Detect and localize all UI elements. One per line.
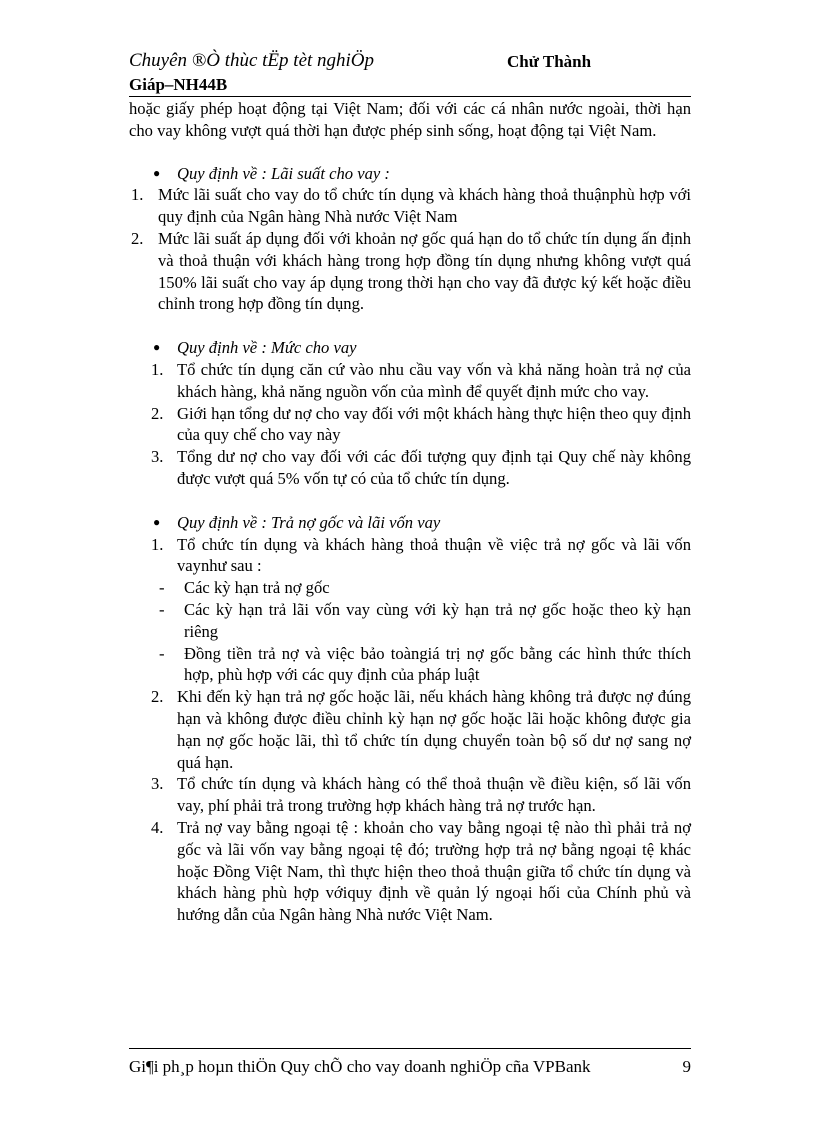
item-text: Tổng dư nợ cho vay đối với các đối tượng quy định tại Quy chế này không được vượt quá 5% vốn tự có của tổ chức tín dụng. [177,447,691,488]
numbered-item [129,686,691,773]
dash-item [129,577,691,599]
numbered-item [129,184,691,228]
numbered-item [129,773,691,817]
intro-paragraph: hoặc giấy phép hoạt động tại Việt Nam; đối với các cá nhân nước ngoài, thời hạn cho vay không vượt quá thời hạn được phép sinh sống, hoạt động tại Việt Nam. [129,99,691,140]
section-heading [129,163,691,185]
item-text: Mức lãi suất cho vay do tổ chức tín dụng và khách hàng thoả thuậnphù hợp với quy định của Ngân hàng Nhà nước Việt Nam [158,185,691,227]
numbered-item [129,817,691,926]
item-number: 1. [151,534,164,554]
item-number: 2. [151,403,164,423]
item-number: 3. [151,447,164,467]
item-text: Trả nợ vay bằng ngoại tệ : khoản cho vay bằng ngoại tệ nào thì phải trả nợ gốc và lãi vốn vay bằng ngoại tệ đó; trường hợp trả nợ bằng ngoại tệ khác hoặc Đồng Việt Nam, thì thực hiện theo thoả thuận giữa tổ chức tín dụng và khách hàng phù hợp vớiquy định về quản lý ngoại hối của Chính phủ và hướng dẫn của Ngân hàng Nhà nước Việt Nam. [177,817,691,925]
item-number: 4. [151,817,164,837]
item-number: 1. [151,359,164,379]
numbered-item [129,534,691,578]
item-number: 1. [131,185,144,205]
section-heading-text: Quy định về : Lãi suất cho vay : [177,163,390,183]
section-interest-rate [129,163,691,316]
bullet-icon: ● [153,340,161,355]
dash-item [129,599,691,643]
section-heading [129,512,691,534]
dash-item [129,643,691,687]
numbered-item [129,228,691,315]
footer-title: Gi¶i ph¸p hoµn thiÖn Quy chÕ cho vay doanh nghiÖp cña VPBank [129,1057,591,1076]
bullet-icon: ● [153,514,161,529]
section-repayment [129,512,691,926]
dash-item-text: Các kỳ hạn trả lãi vốn vay cùng với kỳ hạn trả nợ gốc hoặc theo kỳ hạn riêng [184,599,691,641]
page-header [129,50,691,97]
dash-marker: - [159,578,165,598]
section-heading [129,337,691,359]
numbered-item [129,446,691,490]
header-title: Chuyên ®Ò thùc tËp tèt nghiÖp [129,50,375,71]
dash-marker: - [159,599,165,619]
page-footer [129,1048,691,1076]
page-content [129,98,691,926]
section-loan-amount [129,337,691,490]
bullet-icon: ● [153,165,161,180]
dash-item-text: Các kỳ hạn trả nợ gốc [184,578,330,598]
item-text: Khi đến kỳ hạn trả nợ gốc hoặc lãi, nếu khách hàng không trả được nợ đúng hạn và không được điều chỉnh kỳ hạn nợ gốc hoặc lãi hoặc không được gia hạn nợ gốc hoặc lãi, thì tổ chức tín dụng chuyển toàn bộ số dư nợ sang nợ quá hạn. [177,687,691,772]
header-author: Chử Thành [507,52,592,71]
numbered-item [129,403,691,447]
dash-item-text: Đồng tiền trả nợ và việc bảo toàngiá trị nợ gốc bằng các hình thức thích hợp, phù hợp với các quy định của pháp luật [184,643,691,685]
item-text: Tổ chức tín dụng và khách hàng thoả thuận về việc trả nợ gốc và lãi vốn vaynhư sau : [177,534,691,576]
item-text: Giới hạn tổng dư nợ cho vay đối với một khách hàng thực hiện theo quy định của quy chế cho vay này [177,403,691,445]
section-heading-text: Quy định về : Mức cho vay [177,338,357,358]
item-number: 2. [131,228,144,248]
item-number: 3. [151,774,164,794]
item-number: 2. [151,687,164,707]
section-heading-text: Quy định về : Trả nợ gốc và lãi vốn vay [177,512,441,532]
header-class-code: Giáp–NH44B [129,75,228,94]
dash-marker: - [159,643,165,663]
numbered-item [129,359,691,403]
page-number: 9 [682,1057,691,1076]
item-text: Mức lãi suất áp dụng đối với khoản nợ gốc quá hạn do tổ chức tín dụng ấn định và thoả thuận với khách hàng trong hợp đồng tín dụng nhưng không vượt quá 150% lãi suất cho vay áp dụng trong thời hạn cho vay đã được ký kết hoặc điều chỉnh trong hợp đồng tín dụng. [158,228,691,314]
item-text: Tổ chức tín dụng căn cứ vào nhu cầu vay vốn và khả năng hoàn trả nợ của khách hàng, khả năng nguồn vốn của mình để quyết định mức cho vay. [177,359,691,401]
item-text: Tổ chức tín dụng và khách hàng có thể thoả thuận về điều kiện, số lãi vốn vay, phí phải trả trong trường hợp khách hàng trả nợ trước hạn. [177,774,691,816]
